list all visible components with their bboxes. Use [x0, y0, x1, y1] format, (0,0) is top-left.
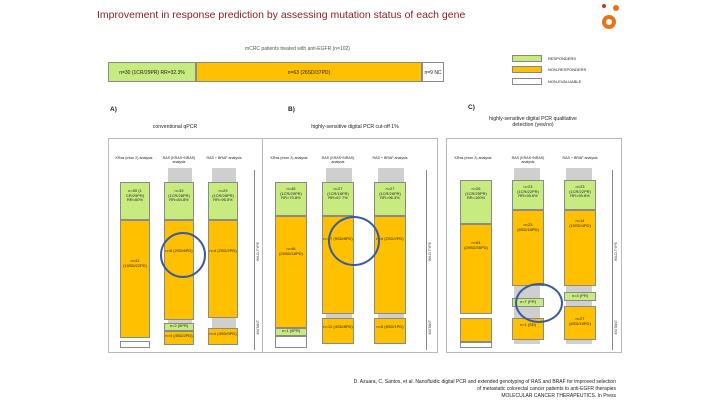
panel-c-box: n=64 (29SD/35PD)	[460, 224, 492, 314]
nc-bar	[422, 62, 444, 82]
citation-line-2: of metastatic colorectal cancer patients to anti-EGFR therapies	[477, 385, 616, 392]
panel-c-box: n=23 (1CR/22PR) RR=95.6%	[564, 180, 596, 210]
panel-b-box: n=8 (8SD/1PD)	[374, 318, 406, 344]
panel-c-box: n=7 (PR)	[512, 298, 544, 307]
highlight-circle-b	[328, 216, 380, 266]
panel-a-sidebar-mutant: MUTANT	[256, 320, 260, 335]
legend-label-responders: RESPONDERS	[548, 56, 577, 61]
panel-a-col1-head: KRas (exon 2) analysis	[115, 156, 153, 160]
panel-a-box: n=2 (0PR)	[164, 323, 194, 331]
panel-b-box: n=27 (1CR/16PR) RR=67.7%	[322, 182, 354, 216]
panel-a-sidebar	[254, 170, 262, 350]
panel-c-box: n=1 (SD)	[512, 318, 544, 340]
highlight-circle-a	[160, 232, 206, 278]
panel-b-col3-head: RAS + BRAF analysis	[372, 156, 408, 160]
panel-c-heading: highly-sensitive digital PCR qualitative detection (yes/no)	[489, 116, 577, 128]
highlight-circle-c	[515, 283, 563, 323]
citation-line-3: MOLECULAR CANCER THERAPEUTICS. In Press	[501, 392, 616, 399]
citation	[300, 379, 616, 399]
panel-c-sidebar-mutant: MUTANT	[614, 320, 618, 335]
panel-c-sidebar-wildtype: WILD-TYPE	[614, 242, 618, 262]
panel-c-letter: C)	[468, 104, 475, 111]
panel-a-box: n=29 (1CR/28PR) RR=96.5%	[208, 182, 238, 220]
panel-c-col2-head: RAS (KRAS+NRAS) analysis	[511, 156, 545, 165]
panel-a-col3-head: RAS + BRAF analysis	[206, 156, 242, 160]
panel-c-box: n=14 (10SD/4PD)	[564, 210, 596, 286]
panel-a-box: n=4 (4SD/2PD)	[164, 331, 194, 345]
panel-b-sidebar-wildtype: WILD-TYPE	[428, 242, 432, 262]
legend-swatch-responders	[512, 55, 542, 62]
panel-c-bottom-white	[460, 342, 492, 348]
legend-label-nonevaluable: NON-EVALUABLE	[548, 79, 582, 84]
panel-c-box: n=26 (1CR/25PR) RR=100%	[460, 180, 492, 224]
panel-c-col1-head: KRas (exon 2) analysis	[454, 156, 492, 160]
panel-a-heading: conventional qPCR	[152, 124, 198, 130]
legend-swatch-nonresponders	[512, 66, 542, 73]
panel-c-box: n=27 (8SD/19PD)	[564, 306, 596, 340]
panel-c-col1-lower	[460, 318, 492, 342]
panel-a-box: n=4 (2SD/2PD)	[208, 220, 238, 318]
cohort-caption: mCRC patients treated with anti-EGFR (n=102)	[245, 46, 350, 52]
panel-b-sidebar-mutant: MUTANT	[428, 320, 432, 335]
panel-b-box: n=27 (1CR/26PR) RR=96.3%	[374, 182, 406, 216]
panel-a-box: n=50 (1 CR/29PR) RR=60%	[120, 182, 150, 220]
panel-b-col1-head: KRas (exon 2) analysis	[270, 156, 308, 160]
slide-title: Improvement in response prediction by assessing mutation status of each gene	[97, 9, 466, 21]
panel-b-box: n=1 (0PR)	[275, 328, 307, 336]
panel-a-box: n=4 (4SD/0PD)	[208, 328, 238, 345]
panel-a-box: n=33 (1CR/28PR) RR=84.8%	[164, 182, 194, 220]
panel-b-sidebar	[426, 170, 434, 350]
nonresponders-bar	[196, 62, 422, 82]
responders-label: n=30 (1CR/29PR) RR=32.3%	[119, 70, 185, 76]
responders-bar	[108, 62, 196, 82]
citation-line-1: D. Azuara, C. Santos, et al. Nanofluidic digital PCR and extended genotyping of RAS and BRAF for improved selection	[353, 379, 616, 385]
nonresponders-label: n=63 (26SD/37PD)	[287, 70, 331, 76]
panel-b-box: n=12 (4SD/8PD)	[322, 318, 354, 344]
legend-label-nonresponders: NON-RESPONDERS	[548, 67, 587, 72]
panel-b-box: n=4 (2SD/2PD)	[374, 216, 406, 314]
panel-b-box: n=46 (26SD/18PD)	[275, 216, 307, 328]
institution-logo	[596, 2, 622, 30]
panel-c-box: n=23 (8SD/15PD)	[512, 210, 544, 286]
nc-label: n=9 NC	[424, 70, 442, 76]
panel-a-bottom-white	[120, 341, 150, 348]
panel-b-heading: highly-sensitive digital PCR cut-off 1%	[311, 124, 399, 130]
panel-c-box: n=23 (1CR/22PR) RR=95.6%	[512, 180, 544, 210]
panel-b-bottom-white	[275, 336, 307, 348]
panel-a-col2-head: RAS (KRAS+NRAS) analysis	[162, 156, 196, 165]
panel-c-col3-head: RAS + BRAF analysis	[562, 156, 598, 160]
panel-b-box: n=45 (1CR/29PR) RR=70.8%	[275, 182, 307, 216]
panel-b-letter: B)	[288, 106, 295, 113]
panel-a-letter: A)	[110, 106, 117, 113]
panel-a-box: n=8 (2SD/6PD)	[164, 220, 194, 320]
panel-a-box: n=41 (19SD/22PD)	[120, 220, 150, 338]
panel-b-col2-head: RAS (KRAS+NRAS) analysis	[321, 156, 355, 165]
panel-c-sidebar	[612, 170, 620, 350]
panel-c-box: n=4 (PR)	[564, 292, 596, 301]
panel-a-sidebar-wildtype: WILD-TYPE	[256, 242, 260, 262]
legend-swatch-nonevaluable	[512, 78, 542, 85]
panel-b-box: n=17 (9SD/8PD)	[322, 216, 354, 314]
